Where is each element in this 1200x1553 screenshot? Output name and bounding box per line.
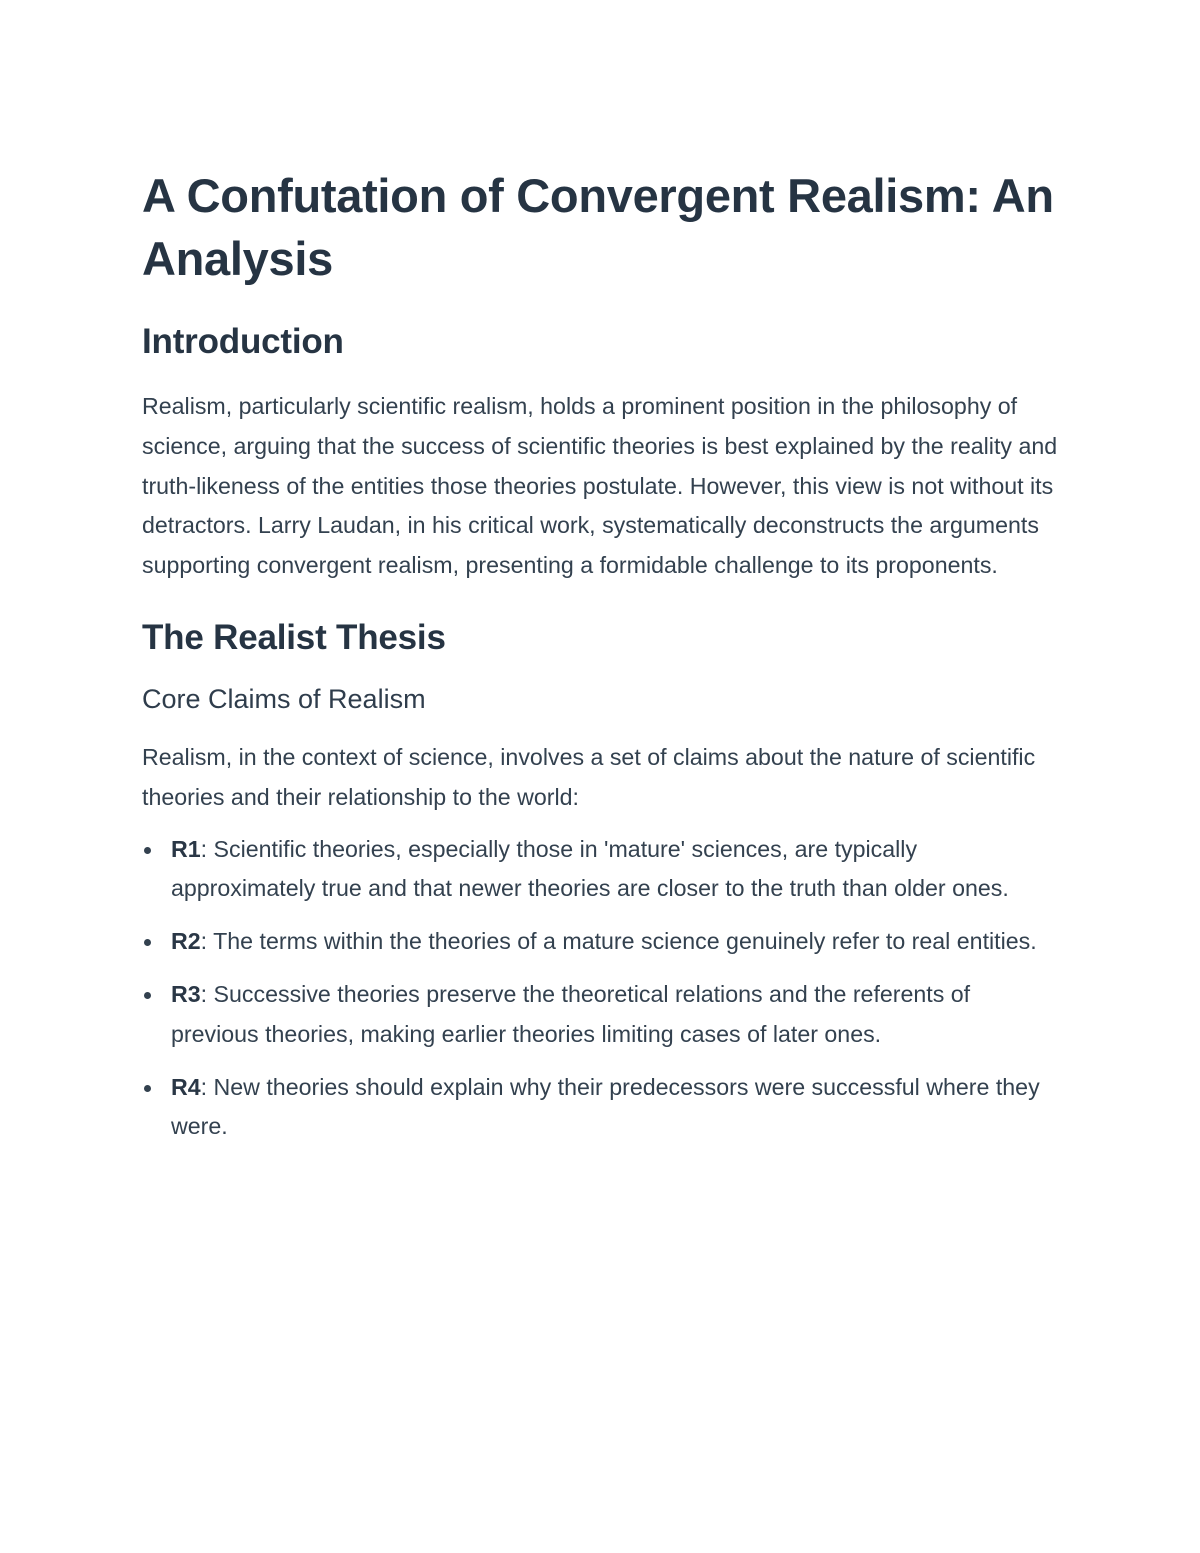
claim-item-r1: [142, 830, 1062, 910]
claim-item-r2: [142, 922, 1062, 962]
section-heading-realist-thesis: The Realist Thesis: [142, 617, 446, 657]
claim-text: : New theories should explain why their predecessors were successful where they were.: [171, 1073, 1040, 1140]
claim-label: R2: [171, 928, 201, 955]
claims-list: [142, 830, 1062, 1148]
claim-item-r3: [142, 975, 1062, 1055]
claim-label: R3: [171, 980, 201, 1007]
claim-text: : The terms within the theories of a mature science genuinely refer to real entities.: [200, 928, 1037, 955]
subheading-core-claims: Core Claims of Realism: [142, 683, 426, 714]
bullet-dot-icon: [144, 847, 151, 854]
claim-text: : Successive theories preserve the theoretical relations and the referents of previous theories, making earlier theories limiting cases of later ones.: [171, 980, 971, 1047]
claim-text: : Scientific theories, especially those in 'mature' sciences, are typically approximately true and that newer theories are closer to the truth than older ones.: [171, 835, 1009, 902]
claim-item-r4: [142, 1068, 1062, 1148]
claim-label: R4: [171, 1073, 201, 1100]
document-title: A Confutation of Convergent Realism: An Analysis: [142, 169, 1054, 285]
bullet-dot-icon: [144, 1085, 151, 1092]
bullet-dot-icon: [144, 939, 151, 946]
bullet-dot-icon: [144, 992, 151, 999]
introduction-paragraph: Realism, particularly scientific realism, holds a prominent position in the philosophy of science, arguing that the success of scientific theories is best explained by the reality and truth-likeness of the entities those theories postulate. However, this view is not without its detractors. Larry Laudan, in his critical work, systematically deconstructs the arguments supporting convergent realism, presenting a formidable challenge to its proponents.: [142, 393, 1058, 579]
section-heading-introduction: Introduction: [142, 322, 344, 361]
document-page: [142, 164, 1062, 1160]
claim-label: R1: [171, 835, 201, 862]
core-claims-paragraph: Realism, in the context of science, involves a set of claims about the nature of scientific theories and their relationship to the world:: [142, 743, 1036, 810]
